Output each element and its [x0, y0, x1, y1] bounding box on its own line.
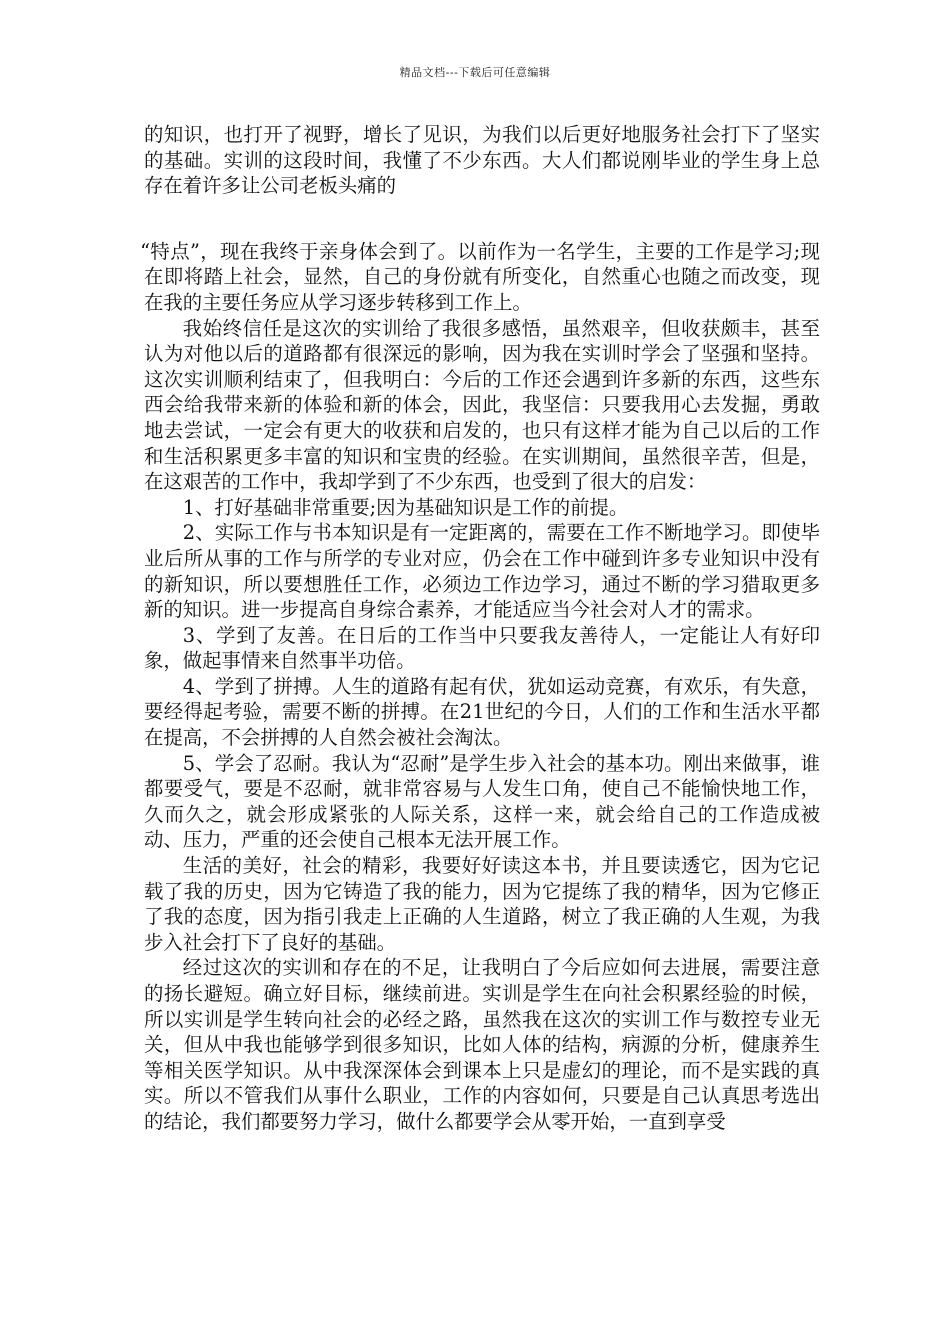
list-item-1: 1、打好基础非常重要;因为基础知识是工作的前提。 [182, 495, 629, 519]
paragraph-life: 生活的美好，社会的精彩，我要好好读这本书，并且要读透它，因为它记载了我的历史，因为它铸造了我的能力，因为它提练了我的精华，因为它修正了我的态度，因为指引我走上正确的人生道路，树立了我正确的人生观，为我步入社会打下了良好的基础。 [144, 854, 820, 954]
document-body [140, 122, 820, 1135]
paragraph-continuation: 的知识，也打开了视野，增长了见识，为我们以后更好地服务社会打下了坚实的基础。实训的这段时间，我懂了不少东西。大人们都说刚毕业的学生身上总存在着许多让公司老板头痛的 [144, 123, 820, 198]
list-item-4: 4、学到了拼搏。人生的道路有起有伏，犹如运动竞赛，有欢乐，有失意，要经得起考验，需要不断的拼搏。在21世纪的今日，人们的工作和生活水平都在提高，不会拼搏的人自然会被社会淘汰。 [144, 674, 820, 750]
paragraph-features: “特点”，现在我终于亲身体会到了。以前作为一名学生，主要的工作是学习;现在即将踏上社会，显然，自己的身份就有所变化，自然重心也随之而改变，现在我的主要任务应从学习逐步转移到工作上。 [140, 239, 820, 314]
page-header: 精品文档---下载后可任意编辑 [399, 66, 551, 79]
list-item-2: 2、实际工作与书本知识是有一定距离的，需要在工作不断地学习。即使毕业后所从事的工作与所学的专业对应，仍会在工作中碰到许多专业知识中没有的新知识，所以要想胜任工作，必须边工作边学习，通过不断的学习猎取更多新的知识。进一步提高自身综合素养，才能适应当今社会对人才的需求。 [144, 521, 820, 622]
paragraph-reflection: 我始终信任是这次的实训给了我很多感悟，虽然艰辛，但收获颇丰，甚至认为对他以后的道路都有很深远的影响，因为我在实训时学会了坚强和坚持。这次实训顺利结束了，但我明白：今后的工作还会遇到许多新的东西，这些东西会给我带来新的体验和新的体会，因此，我坚信：只要我用心去发掘，勇敢地去尝试，一定会有更大的收获和启发的，也只有这样才能为自己以后的工作和生活积累更多丰富的知识和宝贵的经验。在实训期间，虽然很辛苦，但是，在这艰苦的工作中，我却学到了不少东西，也受到了很大的启发： [144, 316, 820, 494]
list-item-3: 3、学到了友善。在日后的工作当中只要我友善待人，一定能让人有好印象，做起事情来自然事半功倍。 [144, 623, 820, 673]
paragraph-conclusion: 经过这次的实训和存在的不足，让我明白了今后应如何去进展，需要注意的扬长避短。确立好目标，继续前进。实训是学生在向社会积累经验的时候，所以实训是学生转向社会的必经之路，虽然我在这次的实训工作与数控专业无关，但从中我也能够学到很多知识，比如人体的结构，病源的分析，健康养生等相关医学知识。从中我深深体会到课本上只是虚幻的理论，而不是实践的真实。所以不管我们从事什么职业，工作的内容如何，只要是自己认真思考选出的结论，我们都要努力学习，做什么都要学会从零开始，一直到享受 [144, 956, 820, 1133]
list-item-5: 5、学会了忍耐。我认为“忍耐”是学生步入社会的基本功。刚出来做事，谁都要受气，要是不忍耐，就非常容易与人发生口角，使自己不能愉快地工作，久而久之，就会形成紧张的人际关系，这样一来，就会给自己的工作造成被动、压力，严重的还会使自己根本无法开展工作。 [144, 751, 820, 852]
